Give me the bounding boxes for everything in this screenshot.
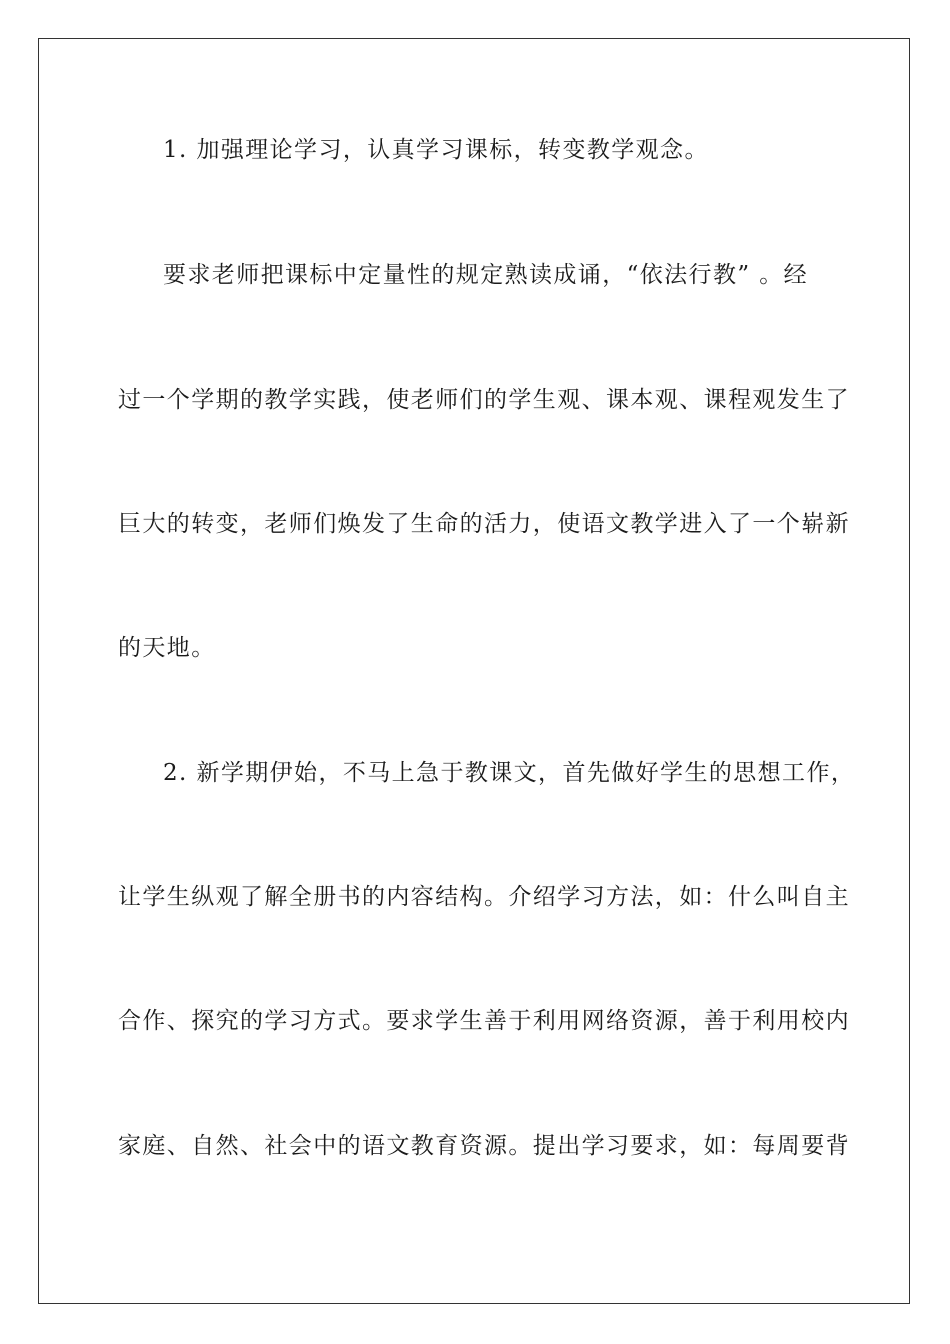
- heading-item-1: 1. 加强理论学习，认真学习课标，转变教学观念。: [163, 137, 709, 163]
- paragraph-line: 要求老师把课标中定量性的规定熟读成诵，“依法行教” 。经: [163, 262, 809, 288]
- paragraph-line: 巨大的转变，老师们焕发了生命的活力，使语文教学进入了一个崭新: [118, 511, 850, 537]
- paragraph-line: 的天地。: [118, 635, 216, 661]
- page-border: [38, 38, 910, 1304]
- paragraph-line: 让学生纵观了解全册书的内容结构。介绍学习方法，如：什么叫自主: [118, 884, 850, 910]
- paragraph-line: 家庭、自然、社会中的语文教育资源。提出学习要求，如：每周要背: [118, 1133, 850, 1159]
- paragraph-line: 过一个学期的教学实践，使老师们的学生观、课本观、课程观发生了: [118, 387, 850, 413]
- paragraph-line: 合作、探究的学习方式。要求学生善于利用网络资源，善于利用校内: [118, 1008, 850, 1034]
- heading-item-2: 2. 新学期伊始，不马上急于教课文，首先做好学生的思想工作，: [163, 760, 856, 786]
